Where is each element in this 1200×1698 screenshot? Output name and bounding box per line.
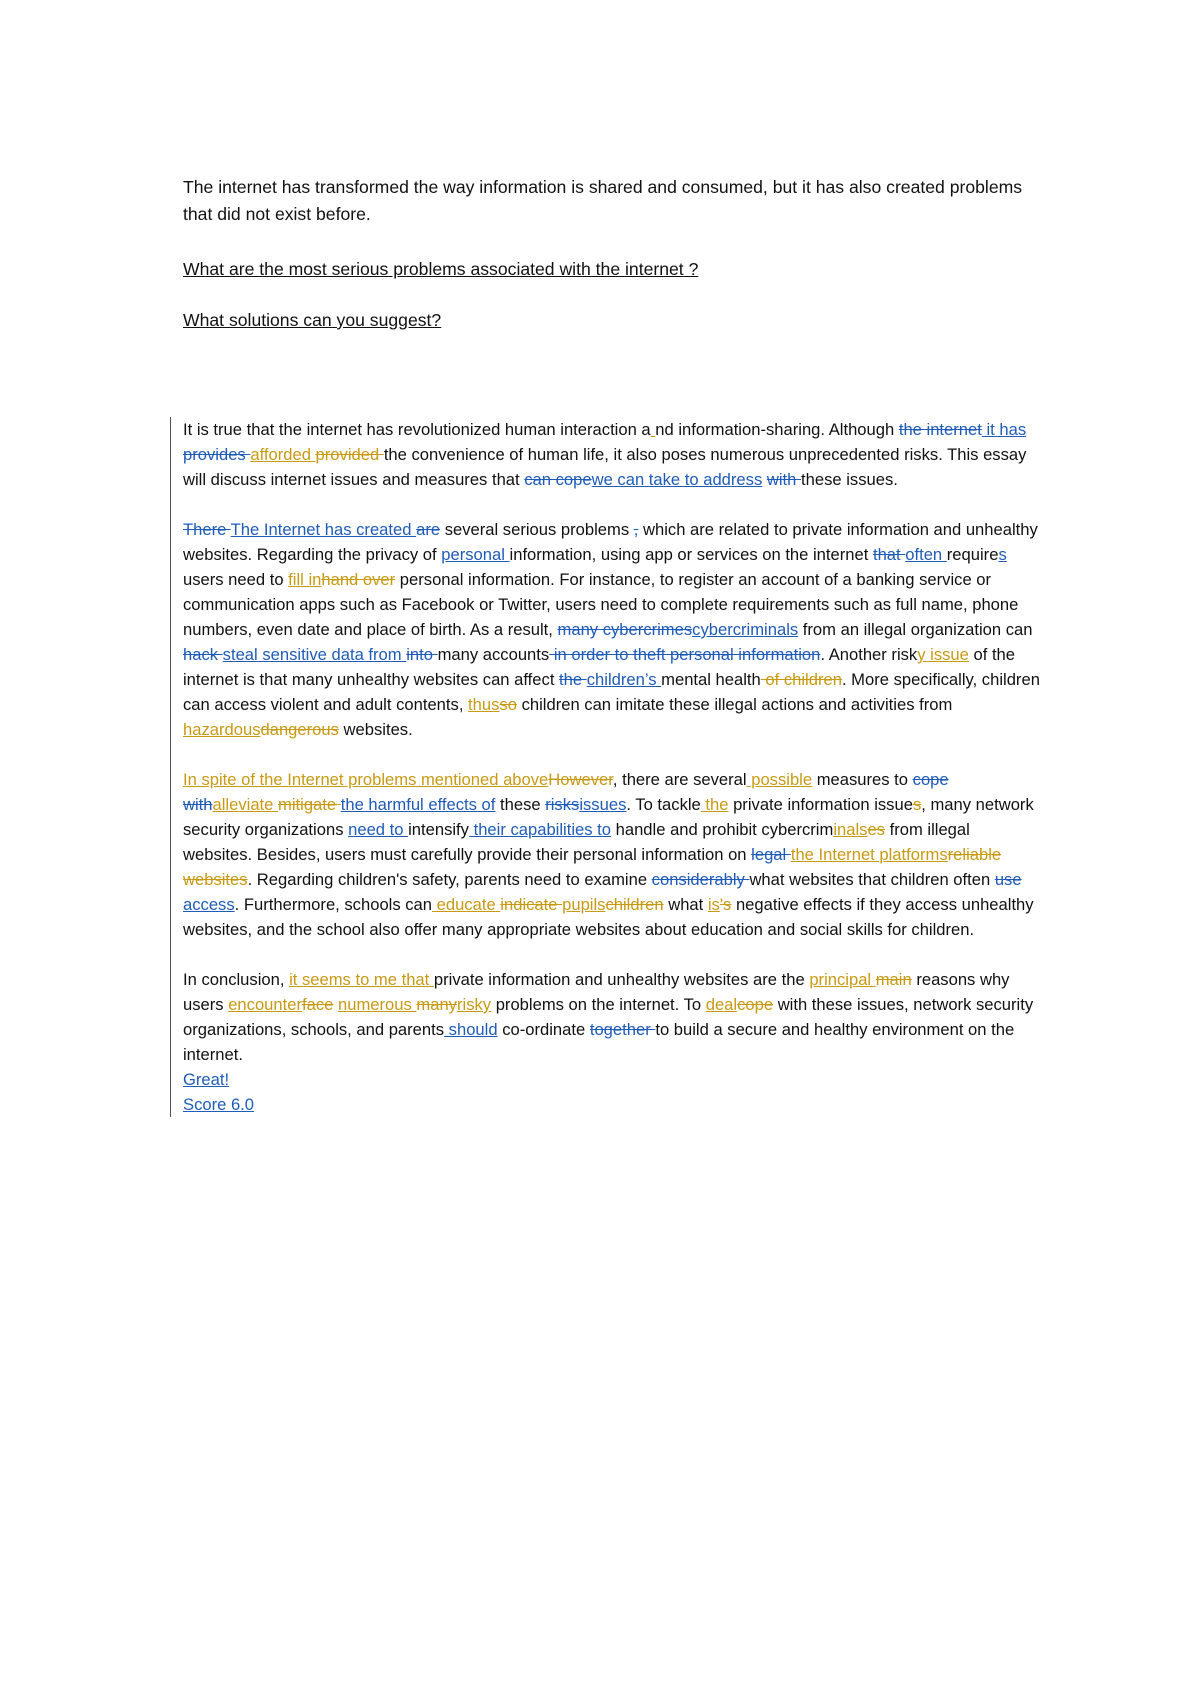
deletion-run[interactable]: es [867, 820, 885, 839]
insertion-run[interactable]: is [707, 895, 720, 914]
text-run: these [495, 795, 546, 814]
deletion-run[interactable]: hack [183, 645, 223, 664]
insertion-run[interactable]: s [998, 545, 1007, 564]
score-note: Score 6.0 [183, 1095, 255, 1114]
essay-paragraph-2 [183, 517, 1043, 742]
text-run: children can imitate these illegal actions and activities from [516, 695, 953, 714]
text-run: the convenience of human life, it also poses numerous unprecedented risks. This essay will discuss internet issues and measures that [183, 445, 1027, 489]
text-run: to build a secure and healthy environment on the internet. [183, 1020, 1015, 1064]
prompt-intro: The internet has transformed the way information is shared and consumed, but it has also created problems that did not exist before. [183, 177, 1023, 224]
insertion-run[interactable]: risky [456, 995, 492, 1014]
teacher-comment: Great! [183, 1070, 230, 1089]
essay-paragraph-3 [183, 767, 1043, 942]
deletion-run[interactable]: use [994, 870, 1022, 889]
insertion-run[interactable]: we can take to address [591, 470, 763, 489]
insertion-run[interactable]: The Internet has created [230, 520, 417, 539]
deletion-run[interactable]: indicate [500, 895, 563, 914]
text-run: It is true that the internet has revolutionized human interaction a [183, 420, 651, 439]
deletion-run[interactable]: , [633, 520, 639, 539]
text-run: problems on the internet. To [491, 995, 706, 1014]
deletion-run[interactable]: together [589, 1020, 656, 1039]
text-run: negative effects if they access unhealthy websites, and the school also offer many appropriate websites about education and social skills for children. [183, 895, 1034, 939]
revision-bar [170, 767, 171, 967]
text-run: require [946, 545, 999, 564]
deletion-run[interactable]: dangerous [260, 720, 339, 739]
deletion-run[interactable]: reliable websites [183, 845, 1002, 889]
text-run: what [663, 895, 708, 914]
deletion-run[interactable]: the [559, 670, 587, 689]
deletion-run[interactable]: s [912, 795, 922, 814]
insertion-run[interactable]: often [905, 545, 947, 564]
deletion-run[interactable]: can cope [524, 470, 592, 489]
deletion-run[interactable]: in order to theft personal information [549, 645, 821, 664]
deletion-run[interactable]: provides [183, 445, 251, 464]
text-run: private information and unhealthy websites are the [433, 970, 810, 989]
text-run: from illegal websites. Besides, users must carefully provide their personal information on [183, 820, 970, 864]
insertion-run[interactable]: it has [981, 420, 1027, 439]
deletion-run[interactable]: mitigate [278, 795, 341, 814]
insertion-run[interactable]: thus [468, 695, 500, 714]
insertion-run[interactable]: personal [441, 545, 510, 564]
essay-prompt [183, 174, 1043, 334]
insertion-run[interactable]: hazardous [183, 720, 261, 739]
insertion-run[interactable]: need to [348, 820, 409, 839]
text-run: nd information-sharing. Although [655, 420, 899, 439]
insertion-run[interactable]: access [183, 895, 235, 914]
text-run: which are related to private information and unhealthy websites. Regarding the privacy of [183, 520, 1038, 564]
text-run: mental health [661, 670, 761, 689]
text-run: . Another risk [820, 645, 918, 664]
deletion-run[interactable]: many cybercrimes [557, 620, 693, 639]
essay-body [183, 417, 1043, 1142]
essay-paragraph-4 [183, 967, 1043, 1117]
deletion-run[interactable]: hand over [321, 570, 396, 589]
insertion-run[interactable]: steal sensitive data from [222, 645, 407, 664]
text-run: from an illegal organization can [798, 620, 1033, 639]
revision-bar [170, 517, 171, 767]
paragraph-text [183, 417, 1043, 492]
deletion-run[interactable]: However [548, 770, 613, 789]
deletion-run[interactable]: risks [545, 795, 580, 814]
deletion-run[interactable]: that [872, 545, 906, 564]
paragraph-text [183, 767, 1043, 942]
text-run: , many network security organizations [183, 795, 1034, 839]
insertion-run[interactable]: inals [833, 820, 868, 839]
insertion-run[interactable]: afforded [250, 445, 316, 464]
insertion-run[interactable]: the [700, 795, 729, 814]
insertion-run[interactable]: encounter [228, 995, 302, 1014]
deletion-run[interactable]: cope with [183, 770, 949, 814]
deletion-run[interactable]: into [406, 645, 438, 664]
deletion-run[interactable]: children [605, 895, 664, 914]
text-run: information, using app or services on the internet [509, 545, 873, 564]
insertion-run[interactable]: y issue [917, 645, 969, 664]
insertion-run[interactable]: numerous [338, 995, 417, 1014]
text-run: . To tackle [626, 795, 701, 814]
deletion-run[interactable]: many [416, 995, 457, 1014]
text-run: users need to [183, 570, 289, 589]
insertion-run[interactable]: possible [746, 770, 813, 789]
text-run: several serious problems [440, 520, 634, 539]
deletion-run[interactable]: face [302, 995, 334, 1014]
insertion-run[interactable]: deal [705, 995, 738, 1014]
deletion-run[interactable]: the internet [898, 420, 982, 439]
insertion-run[interactable]: fill in [288, 570, 322, 589]
text-run: of the internet is that many unhealthy websites can affect [183, 645, 1016, 689]
deletion-run[interactable]: are [416, 520, 441, 539]
prompt-question-1: What are the most serious problems associated with the internet ? [183, 259, 699, 279]
insertion-run[interactable]: their capabilities to [468, 820, 612, 839]
insertion-run[interactable]: In spite of the Internet problems mentioned above [183, 770, 549, 789]
deletion-run[interactable]: There [183, 520, 231, 539]
revision-bar [170, 417, 171, 517]
deletion-run[interactable]: so [499, 695, 517, 714]
text-run: private information issue [728, 795, 913, 814]
text-run: co-ordinate [497, 1020, 590, 1039]
revision-bar [170, 967, 171, 1117]
text-run: . More specifically, children can access violent and adult contents, [183, 670, 1040, 714]
text-run: , there are several [612, 770, 747, 789]
deletion-run[interactable]: 's [719, 895, 732, 914]
insertion-run[interactable]: cybercriminals [692, 620, 799, 639]
deletion-run[interactable]: legal [751, 845, 791, 864]
paragraph-text [183, 517, 1043, 742]
prompt-question-2: What solutions can you suggest? [183, 310, 442, 330]
insertion-run[interactable]: alleviate [212, 795, 279, 814]
insertion-run[interactable]: it seems to me that [289, 970, 434, 989]
insertion-run[interactable]: educate [432, 895, 501, 914]
insertion-run[interactable]: pupils [562, 895, 606, 914]
text-run: personal information. For instance, to register an account of a banking service or communication apps such as Facebook or Twitter, users need to complete requirements such as full name, phone numbers, even date and place of birth. As a result, [183, 570, 1019, 639]
insertion-run[interactable]: the harmful effects of [340, 795, 496, 814]
text-run: these issues. [801, 470, 898, 489]
essay-paragraph-1 [183, 417, 1043, 492]
deletion-run[interactable]: considerably [651, 870, 750, 889]
deletion-run[interactable]: of children [760, 670, 842, 689]
text-run: many accounts [437, 645, 550, 664]
text-run: . Furthermore, schools can [234, 895, 433, 914]
deletion-run[interactable]: provided [315, 445, 384, 464]
text-run: In conclusion, [183, 970, 290, 989]
insertion-run[interactable]: the Internet platforms [790, 845, 948, 864]
deletion-run[interactable]: cope [737, 995, 774, 1014]
paragraph-text [183, 967, 1043, 1067]
text-run: websites. [338, 720, 413, 739]
text-run: reasons why users [183, 970, 1010, 1014]
text-run: measures to [812, 770, 913, 789]
text-run: with these issues, network security organizations, schools, and parents [183, 995, 1034, 1039]
insertion-run[interactable]: principal [809, 970, 876, 989]
insertion-run[interactable]: issues [579, 795, 627, 814]
insertion-run[interactable]: should [444, 1020, 498, 1039]
text-run: intensify [408, 820, 469, 839]
text-run: what websites that children often [749, 870, 995, 889]
deletion-run[interactable]: with [766, 470, 802, 489]
text-run: handle and prohibit cybercrim [611, 820, 834, 839]
text-run: . Regarding children's safety, parents need to examine [247, 870, 652, 889]
deletion-run[interactable]: main [875, 970, 912, 989]
insertion-run[interactable]: children’s [586, 670, 662, 689]
